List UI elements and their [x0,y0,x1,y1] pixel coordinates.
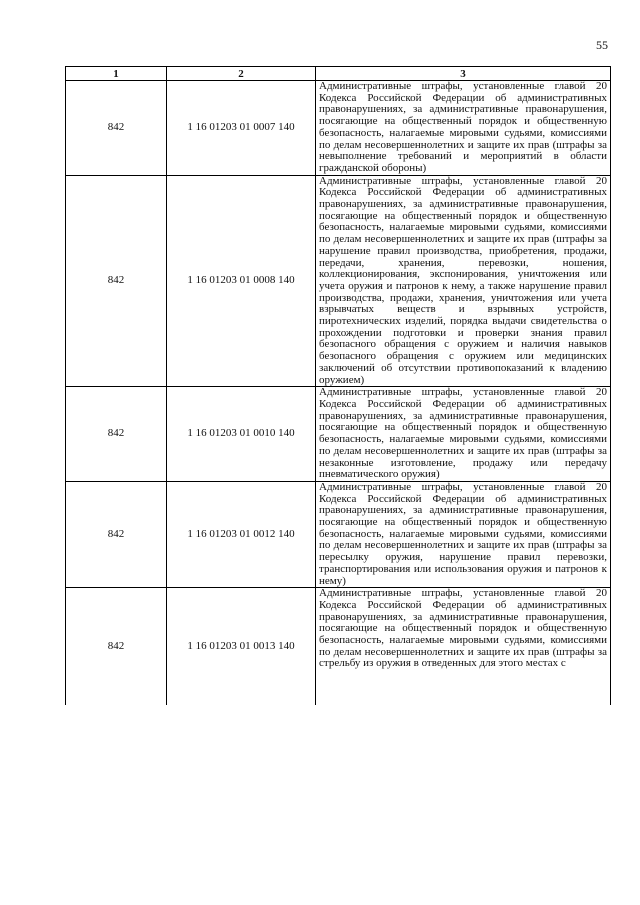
kbk-code-cell: 1 16 01203 01 0010 140 [167,387,316,482]
admin-code-cell: 842 [66,588,167,706]
description-cell: Административные штрафы, установленные главой 20 Кодекса Российской Федерации об административных правонарушениях, за административные правонарушения, посягающие на общественный порядок и общественную безопасность, налагаемые мировыми судьями, комиссиями по делам несовершеннолетних и защите их прав (штрафы за невыполнение требований и мероприятий в области гражданской обороны) [316,81,611,176]
table-row [66,81,611,176]
admin-code-cell: 842 [66,387,167,482]
table-row [66,481,611,587]
table-row [66,175,611,387]
kbk-code-cell: 1 16 01203 01 0012 140 [167,481,316,587]
description-cell: Административные штрафы, установленные главой 20 Кодекса Российской Федерации об административных правонарушениях, за административные правонарушения, посягающие на общественный порядок и общественную безопасность, налагаемые мировыми судьями, комиссиями по делам несовершеннолетних и защите их прав (штрафы за нарушение правил производства, приобретения, продажи, передачи, хранения, перевозки, ношения, коллекционирования, экспонирования, уничтожения или учета оружия и патронов к нему, а также нарушение правил производства, продажи, хранения, уничтожения или учета взрывчатых веществ и взрывных устройств, пиротехнических изделий, порядка выдачи свидетельства о прохождении подготовки и проверки знания правил безопасного обращения с оружием и наличия навыков безопасного обращения с оружием или медицинских заключений об отсутствии противопоказаний к владению оружием) [316,175,611,387]
description-cell: Административные штрафы, установленные главой 20 Кодекса Российской Федерации об административных правонарушениях, за административные правонарушения, посягающие на общественный порядок и общественную безопасность, налагаемые мировыми судьями, комиссиями по делам несовершеннолетних и защите их прав (штрафы за пересылку оружия, нарушение правил перевозки, транспортирования или использования оружия и патронов к нему) [316,481,611,587]
admin-code-cell: 842 [66,481,167,587]
admin-code-cell: 842 [66,175,167,387]
kbk-code-cell: 1 16 01203 01 0007 140 [167,81,316,176]
table-header-row [66,67,611,81]
kbk-code-cell: 1 16 01203 01 0013 140 [167,588,316,706]
fines-table [65,66,611,705]
table-row [66,588,611,706]
kbk-code-cell: 1 16 01203 01 0008 140 [167,175,316,387]
description-cell: Административные штрафы, установленные главой 20 Кодекса Российской Федерации об административных правонарушениях, за административные правонарушения, посягающие на общественный порядок и общественную безопасность, налагаемые мировыми судьями, комиссиями по делам несовершеннолетних и защите их прав (штрафы за незаконные изготовление, продажу или передачу пневматического оружия) [316,387,611,482]
table-row [66,387,611,482]
admin-code-cell: 842 [66,81,167,176]
column-header-3: 3 [316,67,611,81]
column-header-1: 1 [66,67,167,81]
description-cell: Административные штрафы, установленные главой 20 Кодекса Российской Федерации об административных правонарушениях, за административные правонарушения, посягающие на общественный порядок и общественную безопасность, налагаемые мировыми судьями, комиссиями по делам несовершеннолетних и защите их прав (штрафы за стрельбу из оружия в отведенных для этого местах с [316,588,611,706]
column-header-2: 2 [167,67,316,81]
page-number: 55 [596,38,608,52]
